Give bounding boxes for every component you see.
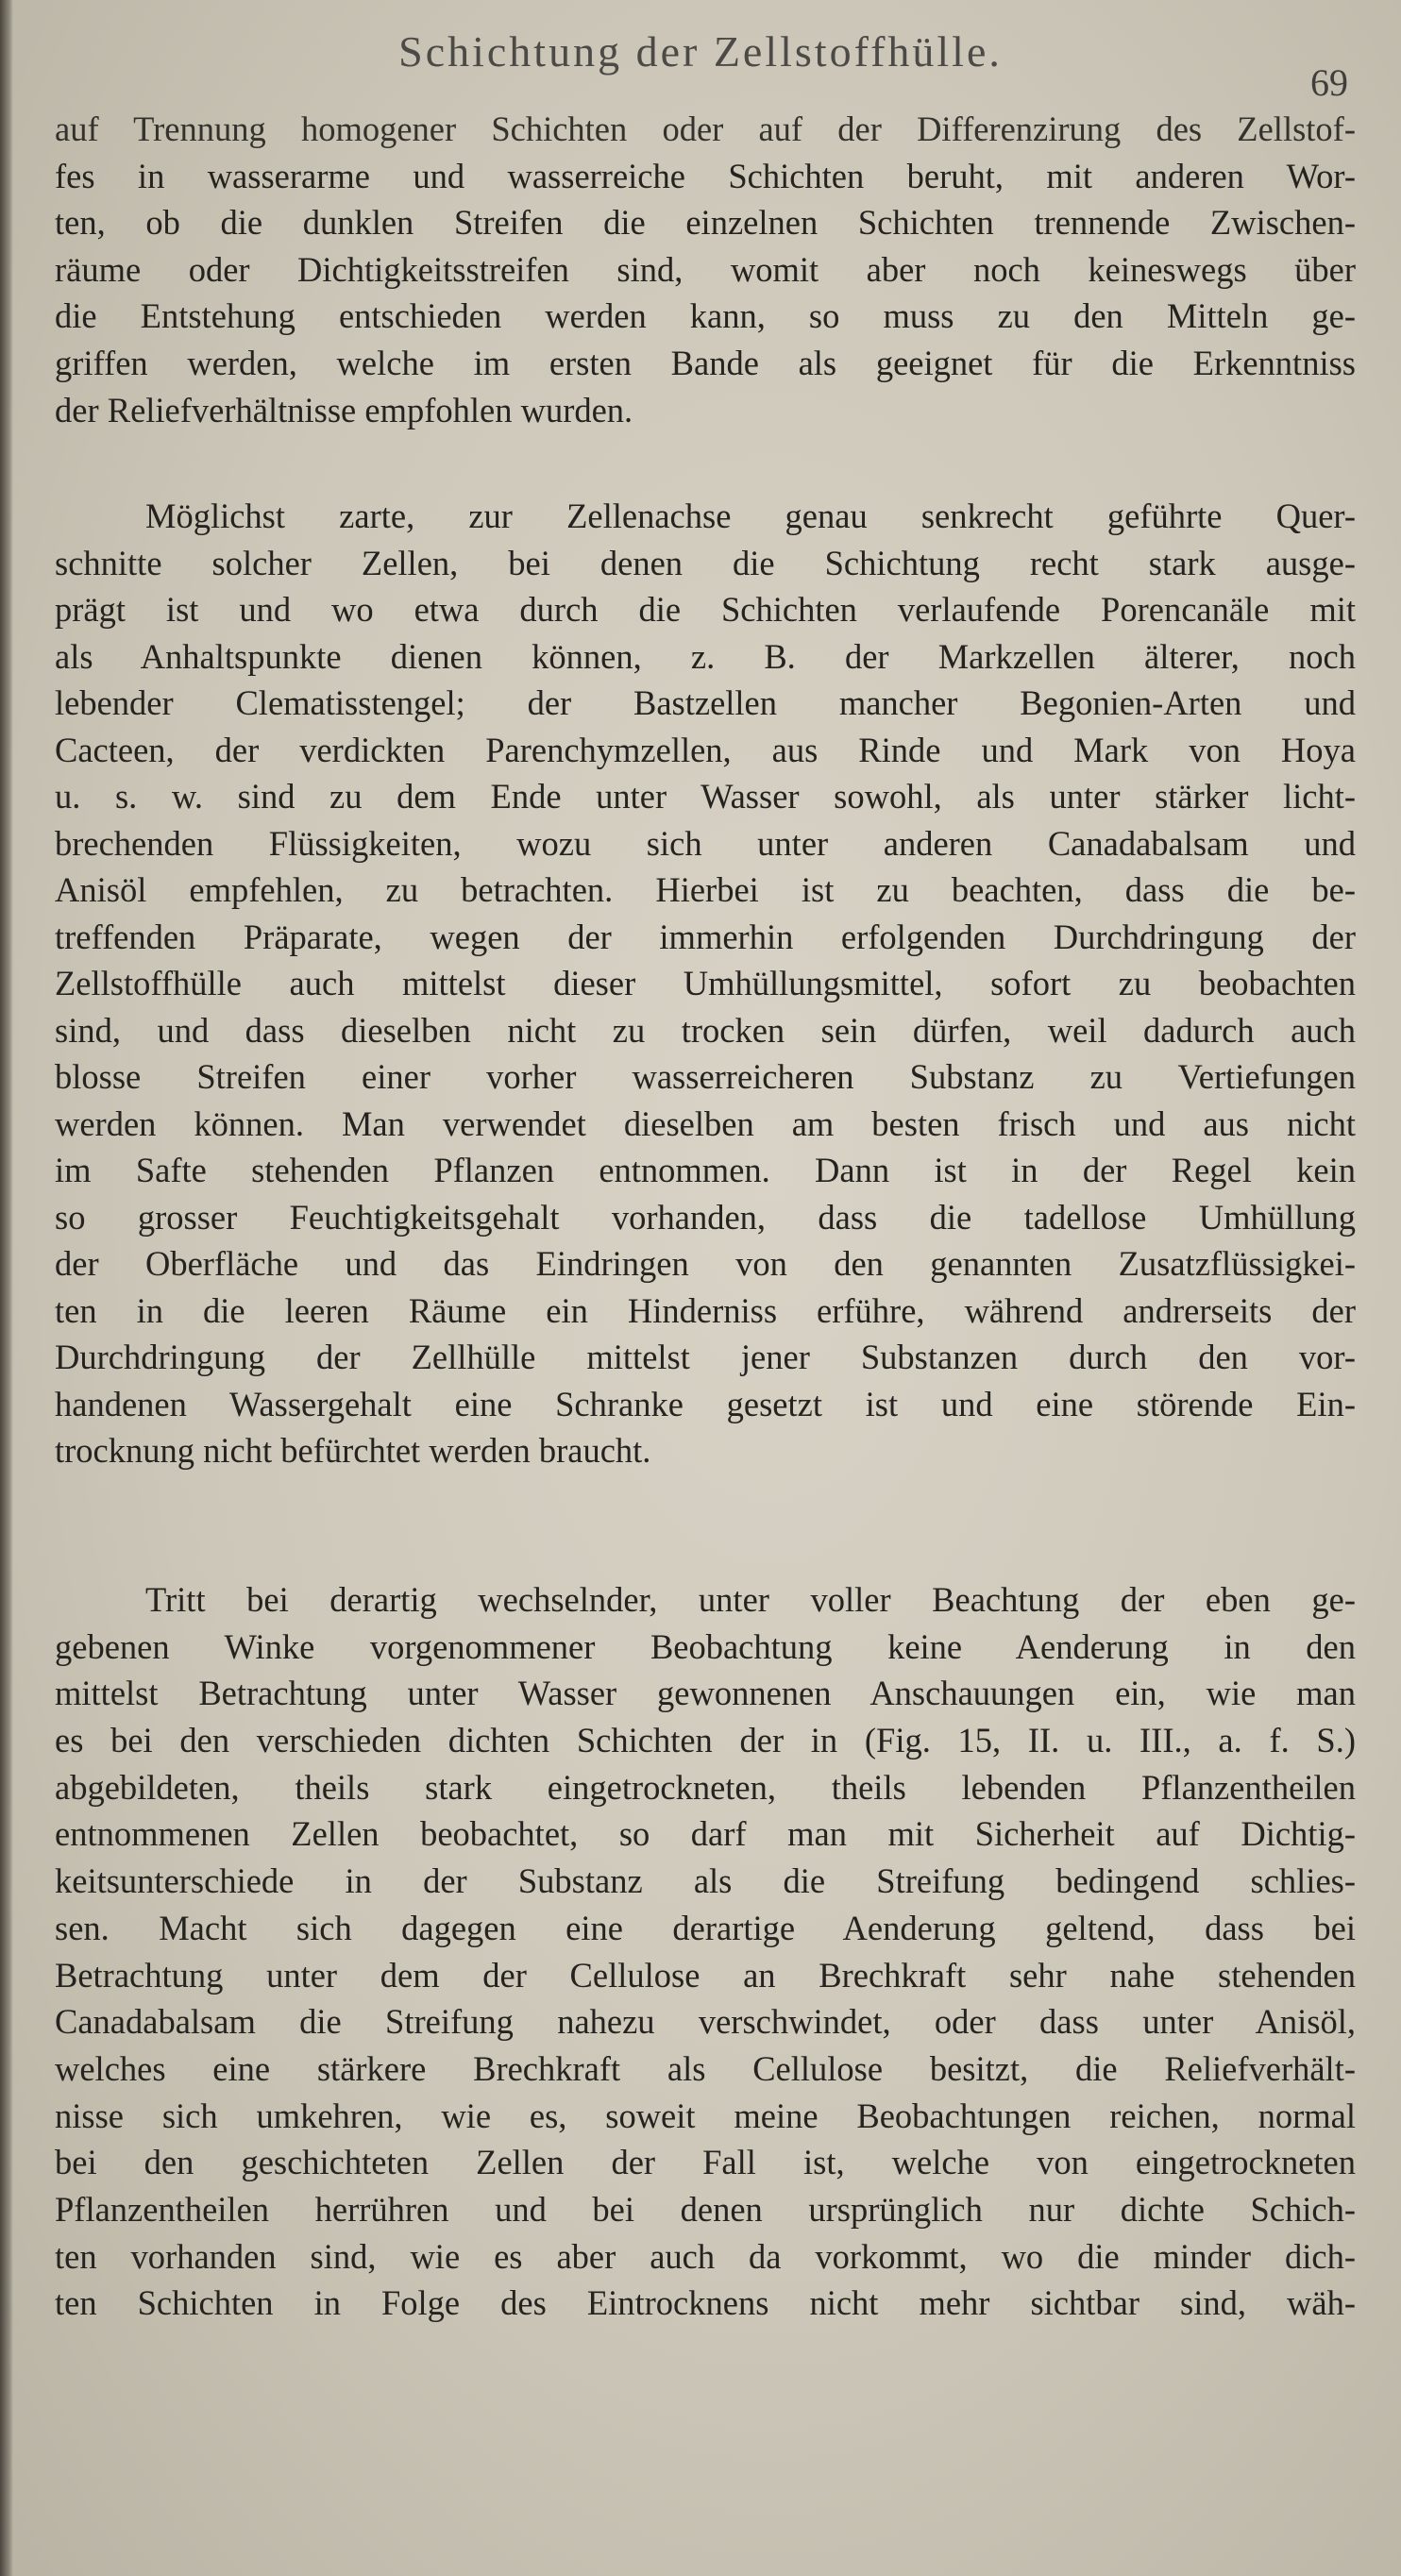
text-line: der Reliefverhältnisse empfohlen wurden. xyxy=(55,390,633,429)
text-line: fes in wasserarme und wasserreiche Schichten beruht, mit anderen Wor- xyxy=(55,156,1356,195)
text-line: blosse Streifen einer vorher wasserreicheren Substanz zu Vertiefungen xyxy=(55,1057,1356,1096)
text-line: Cacteen, der verdickten Parenchymzellen, aus Rinde und Mark von Hoya xyxy=(55,730,1356,769)
text-line: treffenden Präparate, wegen der immerhin erfolgenden Durchdringung der xyxy=(55,917,1356,956)
text-line: so grosser Feuchtigkeitsgehalt vorhanden, dass die tadellose Umhüllung xyxy=(55,1197,1356,1237)
text-line: Möglichst zarte, zur Zellenachse genau senkrecht geführte Quer- xyxy=(145,497,1356,535)
text-line: abgebildeten, theils stark eingetrockneten, theils lebenden Pflanzentheilen xyxy=(55,1767,1356,1807)
text-line: räume oder Dichtigkeitsstreifen sind, womit aber noch keineswegs über xyxy=(55,249,1356,289)
text-line: auf Trennung homogener Schichten oder auf der Differenzirung des Zellstof- xyxy=(55,109,1356,148)
paragraph-3 xyxy=(55,1576,1356,2327)
text-line: die Entstehung entschieden werden kann, so muss zu den Mitteln ge- xyxy=(55,296,1356,336)
text-line: lebender Clematisstengel; der Bastzellen mancher Begonien-Arten und xyxy=(55,683,1356,722)
text-line: sind, und dass dieselben nicht zu trocken sein dürfen, weil dadurch auch xyxy=(55,1010,1356,1050)
text-line: entnommenen Zellen beobachtet, so darf man mit Sicherheit auf Dichtig- xyxy=(55,1814,1356,1854)
text-line: u. s. w. sind zu dem Ende unter Wasser sowohl, als unter stärker licht- xyxy=(55,777,1356,816)
text-line: keitsunterschiede in der Substanz als die Streifung bedingend schlies- xyxy=(55,1861,1356,1901)
text-line: schnitte solcher Zellen, bei denen die Schichtung recht stark ausge- xyxy=(55,543,1356,582)
text-line: prägt ist und wo etwa durch die Schichten verlaufende Porencanäle mit xyxy=(55,590,1356,629)
text-line: handenen Wassergehalt eine Schranke gesetzt ist und eine störende Ein- xyxy=(55,1384,1356,1423)
text-line: als Anhaltspunkte dienen können, z. B. der Markzellen älterer, noch xyxy=(55,636,1356,676)
text-line: Anisöl empfehlen, zu betrachten. Hierbei ist zu beachten, dass die be- xyxy=(55,870,1356,909)
text-line: der Oberfläche und das Eindringen von den genannten Zusatzflüssigkei- xyxy=(55,1244,1356,1283)
text-line: werden können. Man verwendet dieselben am besten frisch und aus nicht xyxy=(55,1103,1356,1143)
text-line: ten Schichten in Folge des Eintrocknens nicht mehr sichtbar sind, wäh- xyxy=(55,2283,1356,2323)
text-line: sen. Macht sich dagegen eine derartige Aenderung geltend, dass bei xyxy=(55,1908,1356,1947)
text-line: Canadabalsam die Streifung nahezu verschwindet, oder dass unter Anisöl, xyxy=(55,2002,1356,2042)
text-line: nisse sich umkehren, wie es, soweit meine Beobachtungen reichen, normal xyxy=(55,2096,1356,2135)
page-number: 69 xyxy=(1310,61,1348,104)
text-line: ten in die leeren Räume ein Hinderniss erführe, während andrerseits der xyxy=(55,1290,1356,1330)
page-gutter-shadow xyxy=(0,0,13,2576)
text-line: ten vorhanden sind, wie es aber auch da vorkommt, wo die minder dich- xyxy=(55,2236,1356,2276)
text-line: Zellstoffhülle auch mittelst dieser Umhüllungsmittel, sofort zu beobachten xyxy=(55,964,1356,1002)
text-line: brechenden Flüssigkeiten, wozu sich unter anderen Canadabalsam und xyxy=(55,823,1356,863)
running-head: Schichtung der Zellstoffhülle. xyxy=(398,27,1003,76)
text-line: Pflanzentheilen herrühren und bei denen ursprünglich nur dichte Schich- xyxy=(55,2189,1356,2229)
text-line: es bei den verschieden dichten Schichten der in (Fig. 15, II. u. III., a. f. S.) xyxy=(55,1721,1356,1760)
text-line: Betrachtung unter dem der Cellulose an Brechkraft sehr nahe stehenden xyxy=(55,1955,1356,1995)
paragraph-1 xyxy=(55,106,1356,433)
text-line: Durchdringung der Zellhülle mittelst jener Substanzen durch den vor- xyxy=(55,1338,1356,1376)
paragraph-2 xyxy=(55,493,1356,1474)
text-line: welches eine stärkere Brechkraft als Cellulose besitzt, die Reliefverhält- xyxy=(55,2048,1356,2088)
text-line: Tritt bei derartig wechselnder, unter voller Beachtung der eben ge- xyxy=(145,1580,1356,1619)
text-line: trocknung nicht befürchtet werden braucht. xyxy=(55,1431,651,1470)
text-line: bei den geschichteten Zellen der Fall ist, welche von eingetrockneten xyxy=(55,2143,1356,2182)
text-line: griffen werden, welche im ersten Bande als geeignet für die Erkenntniss xyxy=(55,343,1356,382)
text-line: mittelst Betrachtung unter Wasser gewonnenen Anschauungen ein, wie man xyxy=(55,1674,1356,1713)
text-line: gebenen Winke vorgenommener Beobachtung keine Aenderung in den xyxy=(55,1626,1356,1666)
text-line: ten, ob die dunklen Streifen die einzelnen Schichten trennende Zwischen- xyxy=(55,203,1356,243)
text-line: im Safte stehenden Pflanzen entnommen. Dann ist in der Regel kein xyxy=(55,1151,1356,1189)
